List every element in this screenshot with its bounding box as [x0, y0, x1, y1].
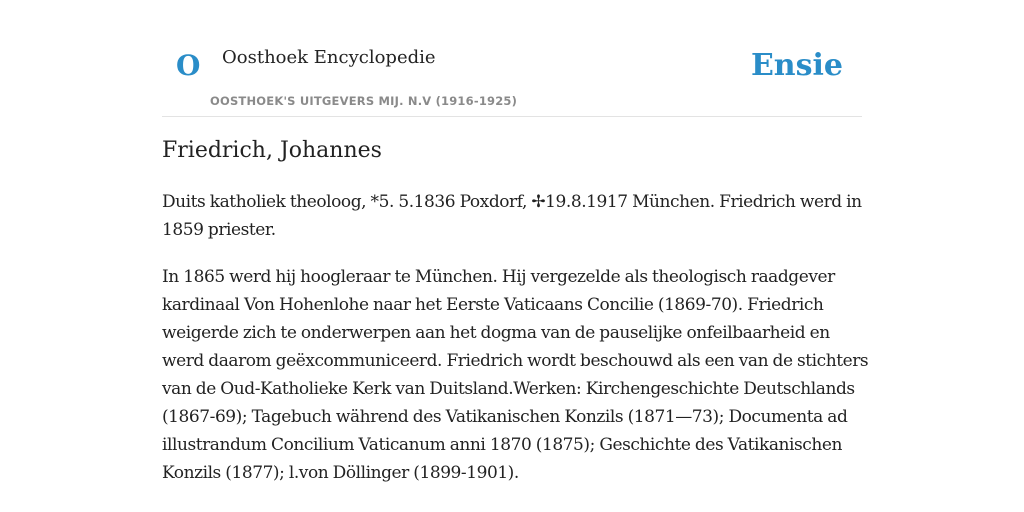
article-paragraph-body: In 1865 werd hij hoogleraar te München. Hij vergezelde als theologisch raadgever kardinaal Von Hohenlohe naar het Eerste Vaticaans Concilie (1869-70). Friedrich weigerde zich te onderwerpen aan het dogma van de pauselijke onfeilbaarheid en werd daarom geëxcommuniceerd. Friedrich wordt beschouwd als een van de stichters van de Oud-Katholieke Kerk van Duitsland.Werken: Kirchengeschichte Deutschlands (1867-69); Tagebuch während des Vatikanischen Konzils (1871—73); Documenta ad illustrandum Concilium Vaticanum anni 1870 (1875); Geschichte des Vatikanischen Konzils (1877); l.von Döllinger (1899-1901). [162, 267, 869, 484]
logo-letter[interactable]: O [176, 49, 201, 82]
article-title: Friedrich, Johannes [162, 138, 382, 163]
encyclopedia-title[interactable]: Oosthoek Encyclopedie [222, 47, 436, 68]
header [162, 38, 862, 117]
article-paragraph-intro: Duits katholiek theoloog, *5. 5.1836 Poxdorf, ✢19.8.1917 München. Friedrich werd in 1859 priester. [162, 192, 862, 241]
article [162, 138, 874, 506]
brand-logo-link[interactable]: Ensie [750, 48, 843, 83]
publisher-label: OOSTHOEK'S UITGEVERS MIJ. N.V (1916-1925) [210, 94, 518, 108]
